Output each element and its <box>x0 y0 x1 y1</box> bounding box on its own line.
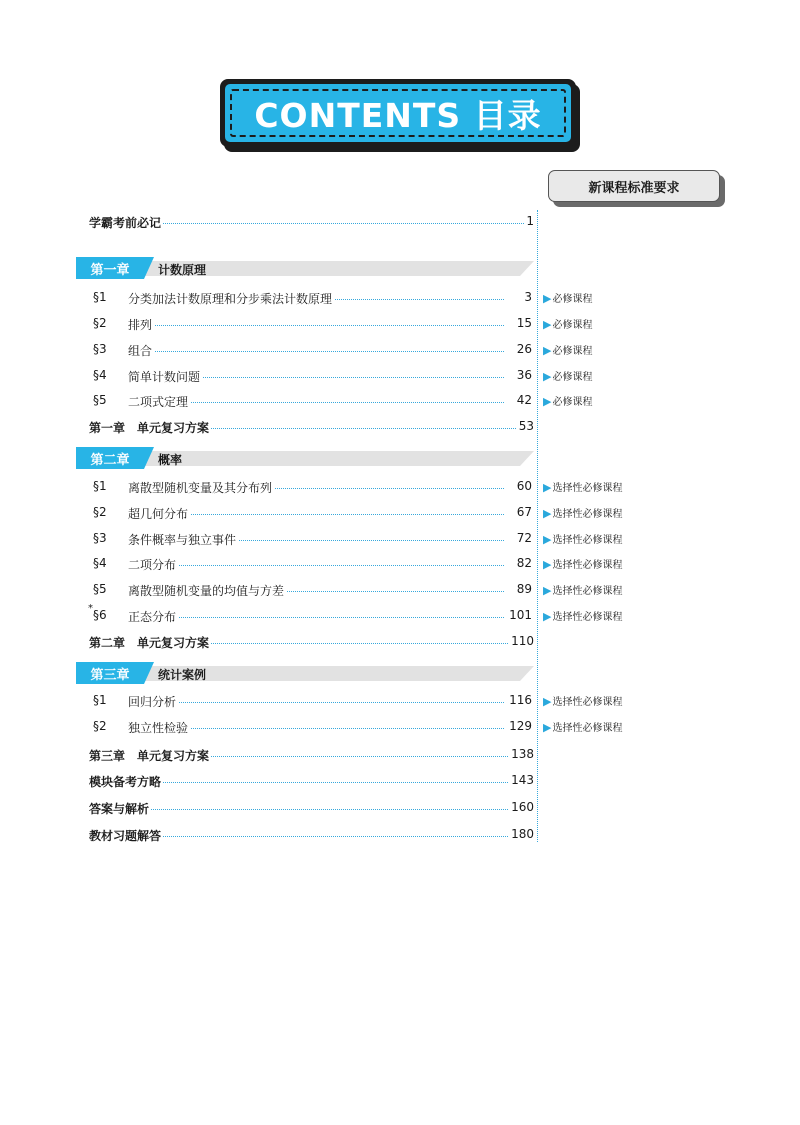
dot-leader <box>130 617 504 618</box>
entry-title: 二项式定理 <box>128 395 189 409</box>
section-number: §1 <box>93 693 107 707</box>
dot-leader <box>130 565 504 566</box>
section-number: §3 <box>93 342 107 356</box>
section-number: §1 <box>93 479 107 493</box>
requirement-note <box>543 393 592 408</box>
section-number: §2 <box>93 719 107 733</box>
toc-entry[interactable] <box>0 579 800 599</box>
entry-page: 89 <box>516 582 532 596</box>
chapter-label: 第三章 <box>76 662 144 684</box>
toc-entry[interactable] <box>0 553 800 573</box>
toc-entry[interactable] <box>0 502 800 522</box>
dot-leader <box>130 702 504 703</box>
triangle-icon: ▶ <box>543 507 552 520</box>
entry-page: 15 <box>516 316 532 330</box>
dot-leader <box>95 809 530 810</box>
dot-leader <box>130 351 504 352</box>
entry-title: 离散型随机变量的均值与方差 <box>128 584 285 598</box>
title-banner-inner <box>225 84 571 142</box>
entry-page: 53 <box>518 419 534 433</box>
requirement-text: 必修课程 <box>552 346 593 357</box>
toc-entry-intro[interactable] <box>0 211 800 231</box>
requirement-note <box>543 316 592 331</box>
toc-entry-review[interactable] <box>0 744 800 764</box>
requirement-text: 必修课程 <box>552 372 593 383</box>
requirement-note <box>543 582 622 597</box>
section-number: §3 <box>93 531 107 545</box>
requirement-note <box>543 342 592 357</box>
entry-title: 第三章 单元复习方案 <box>89 749 210 763</box>
chapter-header-3[interactable] <box>76 662 536 684</box>
section-number: §4 <box>93 556 107 570</box>
requirement-text: 选择性必修课程 <box>552 586 623 597</box>
entry-page: 101 <box>509 608 532 622</box>
entry-title: 独立性检验 <box>128 721 189 735</box>
entry-page: 72 <box>516 531 532 545</box>
chapter-label: 第一章 <box>76 257 144 279</box>
entry-page: 3 <box>524 290 532 304</box>
toc-entry[interactable] <box>0 690 800 710</box>
entry-title: 分类加法计数原理和分步乘法计数原理 <box>128 292 333 306</box>
optional-star-mark: * <box>88 603 93 614</box>
triangle-icon: ▶ <box>543 584 552 597</box>
requirement-note <box>543 608 622 623</box>
triangle-icon: ▶ <box>543 395 552 408</box>
chapter-name: 统计案例 <box>158 668 207 682</box>
entry-page: 116 <box>509 693 532 707</box>
triangle-icon: ▶ <box>543 533 552 546</box>
triangle-icon: ▶ <box>543 481 552 494</box>
toc-entry-review[interactable] <box>0 416 800 436</box>
requirement-note <box>543 556 622 571</box>
entry-page: 26 <box>516 342 532 356</box>
entry-page: 82 <box>516 556 532 570</box>
toc-entry[interactable] <box>0 476 800 496</box>
toc-entry-review[interactable] <box>0 631 800 651</box>
toc-entry[interactable] <box>0 390 800 410</box>
page-title: CONTENTS 目录 <box>254 95 542 135</box>
requirement-note <box>543 505 622 520</box>
entry-title: 离散型随机变量及其分布列 <box>128 481 273 495</box>
entry-page: 160 <box>511 800 534 814</box>
entry-page: 180 <box>511 827 534 841</box>
chapter-name: 计数原理 <box>158 263 207 277</box>
section-number: §1 <box>93 290 107 304</box>
requirement-text: 选择性必修课程 <box>552 483 623 494</box>
section-number: §5 <box>93 582 107 596</box>
section-number: §6 <box>93 608 107 622</box>
requirement-text: 必修课程 <box>552 397 593 408</box>
entry-page: 129 <box>509 719 532 733</box>
entry-page: 143 <box>511 773 534 787</box>
requirement-text: 选择性必修课程 <box>552 723 623 734</box>
toc-entry[interactable] <box>0 365 800 385</box>
title-banner <box>220 79 576 147</box>
requirement-text: 选择性必修课程 <box>552 560 623 571</box>
triangle-icon: ▶ <box>543 292 552 305</box>
entry-page: 110 <box>511 634 534 648</box>
requirement-text: 必修课程 <box>552 294 593 305</box>
requirement-note <box>543 368 592 383</box>
entry-title: 正态分布 <box>128 610 177 624</box>
triangle-icon: ▶ <box>543 344 552 357</box>
toc-entry-tail[interactable] <box>0 797 800 817</box>
entry-title: 简单计数问题 <box>128 370 201 384</box>
entry-page: 42 <box>516 393 532 407</box>
entry-page: 36 <box>516 368 532 382</box>
triangle-icon: ▶ <box>543 318 552 331</box>
requirement-text: 选择性必修课程 <box>552 612 623 623</box>
section-number: §2 <box>93 316 107 330</box>
toc-entry[interactable] <box>0 339 800 359</box>
requirement-text: 必修课程 <box>552 320 593 331</box>
entry-title: 组合 <box>128 344 153 358</box>
toc-entry[interactable] <box>0 605 800 625</box>
triangle-icon: ▶ <box>543 558 552 571</box>
dot-leader <box>130 325 504 326</box>
requirement-text: 选择性必修课程 <box>552 509 623 520</box>
requirement-note <box>543 531 622 546</box>
entry-title: 第一章 单元复习方案 <box>89 421 210 435</box>
toc-entry-tail[interactable] <box>0 824 800 844</box>
entry-page: 138 <box>511 747 534 761</box>
section-number: §2 <box>93 505 107 519</box>
triangle-icon: ▶ <box>543 370 552 383</box>
entry-page: 1 <box>526 214 534 228</box>
entry-title: 第二章 单元复习方案 <box>89 636 210 650</box>
entry-page: 60 <box>516 479 532 493</box>
requirement-note <box>543 479 622 494</box>
entry-title: 回归分析 <box>128 695 177 709</box>
chapter-header-2[interactable] <box>76 447 536 469</box>
entry-title: 条件概率与独立事件 <box>128 533 237 547</box>
toc-entry[interactable] <box>0 313 800 333</box>
entry-title: 学霸考前必记 <box>89 216 162 230</box>
toc-entry[interactable] <box>0 716 800 736</box>
section-number: §5 <box>93 393 107 407</box>
requirement-note <box>543 719 622 734</box>
entry-title: 二项分布 <box>128 558 177 572</box>
triangle-icon: ▶ <box>543 721 552 734</box>
requirement-text: 选择性必修课程 <box>552 697 623 708</box>
chapter-label: 第二章 <box>76 447 144 469</box>
triangle-icon: ▶ <box>543 610 552 623</box>
chapter-header-1[interactable] <box>76 257 536 279</box>
entry-title: 教材习题解答 <box>89 829 162 843</box>
toc-entry[interactable] <box>0 287 800 307</box>
entry-title: 答案与解析 <box>89 802 150 816</box>
requirement-tab: 新课程标准要求 <box>548 170 720 202</box>
requirement-text: 选择性必修课程 <box>552 535 623 546</box>
toc-entry[interactable] <box>0 528 800 548</box>
requirement-note <box>543 290 592 305</box>
toc-entry-tail[interactable] <box>0 770 800 790</box>
triangle-icon: ▶ <box>543 695 552 708</box>
entry-title: 模块备考方略 <box>89 775 162 789</box>
entry-page: 67 <box>516 505 532 519</box>
entry-title: 超几何分布 <box>128 507 189 521</box>
entry-title: 排列 <box>128 318 153 332</box>
requirement-note <box>543 693 622 708</box>
section-number: §4 <box>93 368 107 382</box>
chapter-name: 概率 <box>158 453 183 467</box>
